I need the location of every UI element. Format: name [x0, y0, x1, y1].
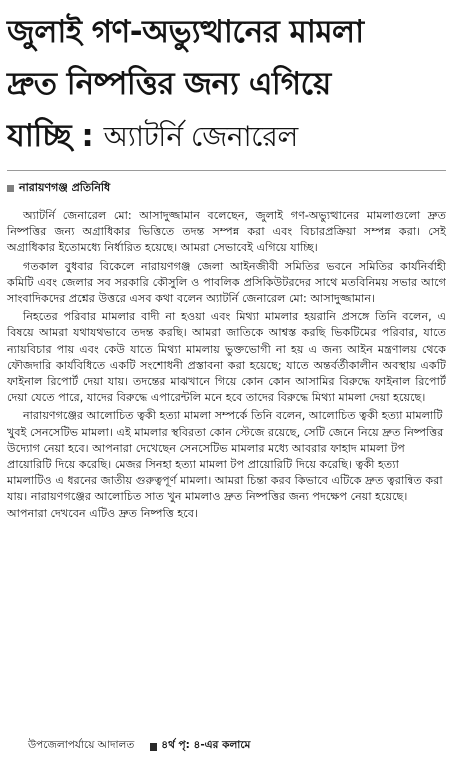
- headline-line-2: দ্রুত নিষ্পত্তির জন্য এগিয়ে: [7, 66, 331, 102]
- article-body: [7, 208, 446, 522]
- paragraph-3: নিহতের পরিবার মামলার বাদী না হওয়া এবং মিথ্যা মামলার হয়রানি প্রসঙ্গে তিনি বলেন, এ বিষয়ে আমরা যথাযথভাবে তদন্ত করছি। আমরা জাতিকে আশ্বস্ত করছি ভিকটিমের পরিবার, যাতে ন্যায়বিচার পায় এবং কেউ যাতে মিথ্যা মামলায় ভুক্তভোগী না হয় এ জন্য আইন মন্ত্রণালয় থেকে ফৌজদারি কার্যবিধিতে একটি সংশোধনী প্রস্তাবনা করা হয়েছে; যাতে অন্তর্বর্তীকালীন অবস্থায় একটি ফাইনাল রিপোর্ট দেয়া যায়। তদন্তের মাঝখানে গিয়ে কোন কোন আসামির বিরুদ্ধে ফাইনাল রিপোর্ট দেয়া যেতে পারে, যাদের বিরুদ্ধে এপারেন্টলি মনে হবে তাদের বিরুদ্ধে মিথ্যা মামলা দেয়া হয়েছে।: [7, 310, 446, 405]
- article-footer: [28, 738, 446, 755]
- byline-bullet-icon: [7, 185, 14, 192]
- headline-divider: [7, 170, 446, 171]
- headline: [7, 6, 446, 163]
- headline-line-3-main: যাচ্ছি :: [7, 118, 94, 154]
- paragraph-1: অ্যাটর্নি জেনারেল মো: আসাদুজ্জামান বলেছেন, জুলাই গণ-অভ্যুত্থানের মামলাগুলো দ্রুত নিষ্পত্তির জন্য অগ্রাধিকার ভিত্তিতে তদন্ত সম্পন্ন করা এবং বিচারপ্রক্রিয়া সম্পন্ন করা। সেই অগ্রাধিকার ইতোমধ্যে নির্ধারিত হয়েছে। আমরা সেভাবেই এগিয়ে যাচ্ছি।: [7, 209, 446, 255]
- paragraph-4: নারায়ণগঞ্জের আলোচিত ত্বকী হত্যা মামলা সম্পর্কে তিনি বলেন, আলোচিত ত্বকী হত্যা মামলাটি খুবই সেনসেটিভ মামলা। এই মামলার স্থবিরতা কোন স্টেজে রয়েছে, সেটি জেনে নিয়ে দ্রুত নিষ্পত্তির উদ্যোগ নেয়া হবে। আপনারা দেখেছেন সেনসেটিভ মামলার মধ্যে আবরার ফাহাদ মামলা টপ প্রায়োরিটি দিয়ে করেছি। মেজর সিনহা হত্যা মামলা টপ প্রায়োরিটি দিয়ে করেছি। ত্বকী হত্যা মামলাটিও এ ধরনের জাতীয় গুরুত্বপূর্ণ মামলা। আমরা চিন্তা করব কিভাবে এটিকে দ্রুত ত্বরান্বিত করা যায়। নারায়ণগঞ্জের আলোচিত সাত খুন মামলাও দ্রুত নিষ্পত্তির জন্য পদক্ষেপ নেয়া হয়েছে। আপনারা দেখবেন এটিও দ্রুত নিষ্পত্তি হবে।: [7, 409, 444, 520]
- continuation-reference: ৪র্থ পৃ: ৪-এর কলামে: [161, 739, 251, 751]
- byline-text: নারায়ণগঞ্জ প্রতিনিধি: [19, 181, 111, 194]
- headline-line-1: জুলাই গণ-অভ্যুত্থানের মামলা: [7, 14, 364, 50]
- headline-speaker: অ্যাটর্নি জেনারেল: [103, 120, 298, 153]
- byline: [7, 179, 446, 198]
- headline-line-3: [7, 110, 446, 163]
- paragraph-2: গতকাল বুধবার বিকেলে নারায়ণগঞ্জ জেলা আইনজীবী সমিতির ভবনে সমিতির কার্যনির্বাহী কমিটি এবং জেলার সব সরকারি কৌসুলি ও পাবলিক প্রসিকিউটরদের সাথে মতবিনিময় সভার আগে সাংবাদিকদের প্রশ্নের উত্তরে এসব কথা বলেন অ্যাটর্নি জেনারেল মো: আসাদুজ্জামান।: [7, 259, 446, 306]
- continuation-marker-icon: [150, 743, 157, 751]
- footer-subhead: উপজেলাপর্যায়ে আদালত: [28, 739, 135, 751]
